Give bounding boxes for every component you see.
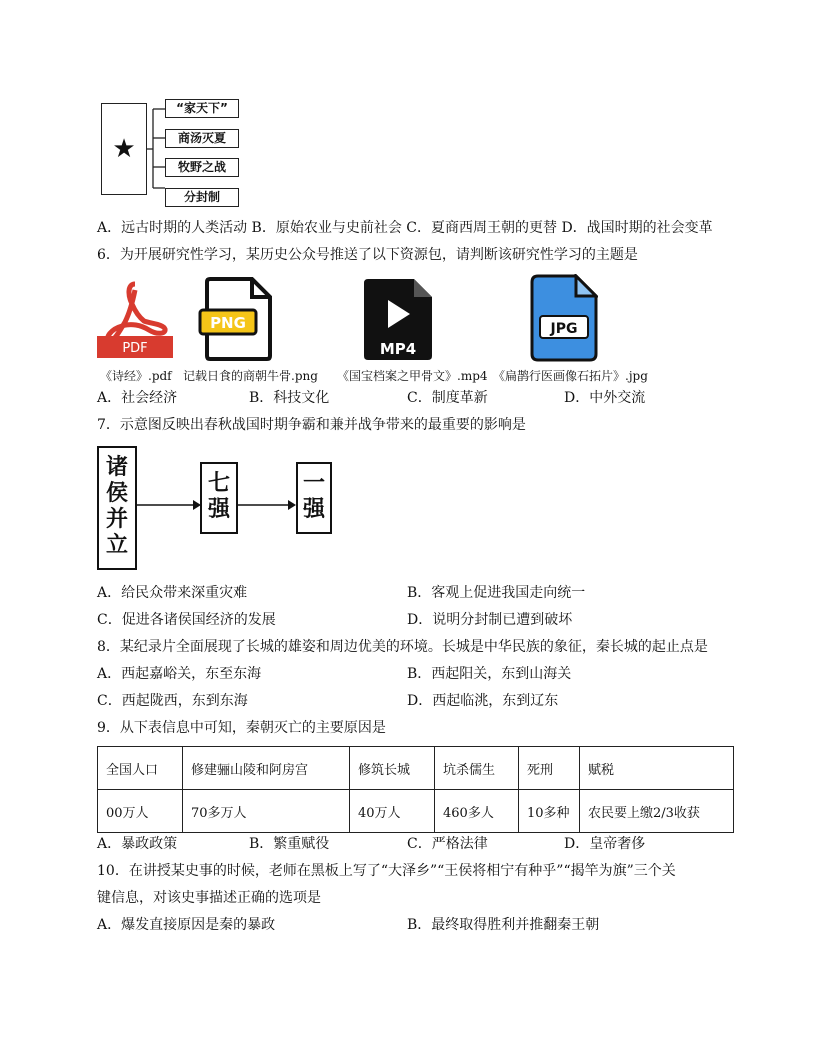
- pdf-icon: [97, 280, 173, 358]
- q9-stem: 9．从下表信息中可知，秦朝灭亡的主要原因是: [97, 720, 386, 736]
- star-icon: ★: [112, 134, 136, 164]
- table-header-cell: 坑杀儒生: [435, 747, 519, 790]
- q10-stem-continued: 键信息，对该史事描述正确的选项是: [97, 890, 321, 906]
- resource-caption: 记载日食的商朝牛骨.png: [183, 369, 318, 383]
- q10-option: A．爆发直接原因是秦的暴政: [97, 917, 276, 933]
- q7-option: D．说明分封制已遭到破坏: [407, 612, 573, 628]
- diagram-box-start: 诸侯并立: [97, 446, 137, 570]
- resource-caption: 《扁鹊行医画像石拓片》.jpg: [493, 369, 648, 383]
- q5-options: A．远古时期的人类活动 B．原始农业与史前社会 C．夏商西周王朝的更替 D．战国时期的社会变革: [97, 220, 713, 236]
- table-header-cell: 修筑长城: [350, 747, 435, 790]
- q6-option: B．科技文化: [249, 390, 330, 406]
- video-file-icon: [362, 276, 434, 362]
- qin-data-table: [97, 746, 734, 833]
- table-header-cell: 修建骊山陵和阿房宫: [183, 747, 350, 790]
- table-header-cell: 死刑: [519, 747, 580, 790]
- q8-option: B．西起阳关，东到山海关: [407, 666, 572, 682]
- table-cell: 农民要上缴2/3收获: [580, 790, 734, 833]
- resource-caption: 《诗经》.pdf: [100, 369, 172, 383]
- diagram-item: “家天下”: [165, 99, 239, 118]
- q8-stem: 8．某纪录片全面展现了长城的雄姿和周边优美的环境。长城是中华民族的象征，秦长城的起止点是: [97, 639, 708, 655]
- image-file-icon: [530, 274, 598, 362]
- q7-option: B．客观上促进我国走向统一: [407, 585, 586, 601]
- q7-option: C．促进各诸侯国经济的发展: [97, 612, 276, 628]
- q6-stem: 6．为开展研究性学习，某历史公众号推送了以下资源包，请判断该研究性学习的主题是: [97, 247, 638, 263]
- resource-caption: 《国宝档案之甲骨文》.mp4: [337, 369, 488, 383]
- q8-option: D．西起临洮，东到辽东: [407, 693, 559, 709]
- q6-option: C．制度革新: [407, 390, 488, 406]
- table-cell: 00万人: [98, 790, 183, 833]
- diagram-box-middle: 七强: [200, 462, 238, 534]
- png-file-icon: [198, 276, 274, 362]
- q9-option: D．皇帝奢侈: [564, 836, 646, 852]
- svg-text:PDF: PDF: [122, 341, 148, 356]
- table-cell: 40万人: [350, 790, 435, 833]
- q10-stem: 10．在讲授某史事的时候，老师在黑板上写了“大泽乡”“王侯将相宁有种乎”“揭竿为旗”三个关: [97, 863, 676, 879]
- q7-stem: 7．示意图反映出春秋战国时期争霸和兼并战争带来的最重要的影响是: [97, 417, 526, 433]
- diagram-item: 牧野之战: [165, 158, 239, 177]
- table-row: [98, 790, 734, 833]
- diagram-box-end: 一强: [296, 462, 332, 534]
- table-cell: 10多种: [519, 790, 580, 833]
- q7-option: A．给民众带来深重灾难: [97, 585, 248, 601]
- diagram-item: 分封制: [165, 188, 239, 207]
- q8-option: C．西起陇西，东到东海: [97, 693, 248, 709]
- q6-option: D．中外交流: [564, 390, 646, 406]
- table-cell: 70多万人: [183, 790, 350, 833]
- arrow-icon: [238, 498, 298, 512]
- q9-option: C．严格法律: [407, 836, 488, 852]
- diagram-item: 商汤灭夏: [165, 129, 239, 148]
- table-cell: 460多人: [435, 790, 519, 833]
- table-row: [98, 747, 734, 790]
- table-header-cell: 全国人口: [98, 747, 183, 790]
- svg-text:MP4: MP4: [379, 340, 417, 358]
- table-header-cell: 赋税: [580, 747, 734, 790]
- diagram-star-box: [101, 103, 147, 195]
- svg-text:PNG: PNG: [210, 314, 246, 332]
- q6-option: A．社会经济: [97, 390, 178, 406]
- arrow-icon: [137, 498, 202, 512]
- svg-text:JPG: JPG: [550, 321, 578, 337]
- q9-option: B．繁重赋役: [249, 836, 330, 852]
- q10-option: B．最终取得胜利并推翻秦王朝: [407, 917, 600, 933]
- q8-option: A．西起嘉峪关，东至东海: [97, 666, 262, 682]
- q9-option: A．暴政政策: [97, 836, 178, 852]
